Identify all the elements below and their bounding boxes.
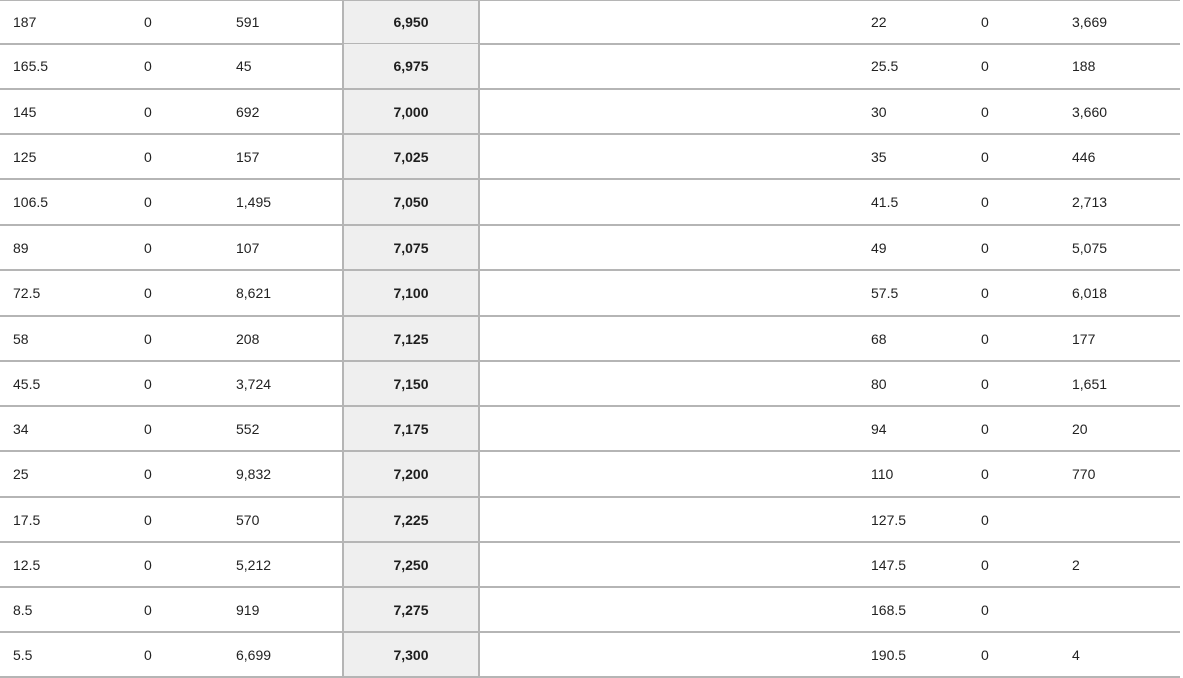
strike-price: 7,150 xyxy=(342,362,480,405)
call-change: 0 xyxy=(144,58,152,74)
call-last-price: 58 xyxy=(13,330,29,347)
option-chain-row[interactable] xyxy=(0,226,1180,271)
call-volume: 45 xyxy=(236,58,252,74)
put-last-price: 35 xyxy=(871,148,887,165)
strike-price: 7,025 xyxy=(342,135,480,178)
call-volume: 692 xyxy=(236,103,260,120)
call-volume: 552 xyxy=(236,420,260,437)
call-last-price: 17.5 xyxy=(13,511,41,528)
call-last-price: 12.5 xyxy=(13,556,41,573)
option-chain-row[interactable] xyxy=(0,317,1180,362)
put-last-price: 25.5 xyxy=(871,58,899,74)
strike-price: 6,975 xyxy=(342,44,480,88)
call-last-price: 34 xyxy=(13,420,29,437)
option-chain-row[interactable] xyxy=(0,633,1180,678)
call-change: 0 xyxy=(144,194,152,210)
option-chain-row[interactable] xyxy=(0,271,1180,317)
put-change: 0 xyxy=(981,58,989,74)
put-change: 0 xyxy=(981,330,989,347)
put-last-price: 22 xyxy=(871,14,887,30)
call-last-price: 5.5 xyxy=(13,646,33,663)
put-volume: 5,075 xyxy=(1072,239,1108,256)
put-change: 0 xyxy=(981,511,989,528)
call-change: 0 xyxy=(144,646,152,663)
put-volume: 2 xyxy=(1072,556,1080,573)
put-last-price: 41.5 xyxy=(871,194,899,210)
put-change: 0 xyxy=(981,239,989,256)
put-change: 0 xyxy=(981,466,989,482)
put-change: 0 xyxy=(981,375,989,392)
put-volume: 3,660 xyxy=(1072,103,1108,120)
strike-price: 7,175 xyxy=(342,407,480,450)
strike-price: 7,100 xyxy=(342,271,480,315)
put-last-price: 68 xyxy=(871,330,887,347)
put-volume: 2,713 xyxy=(1072,194,1108,210)
call-volume: 8,621 xyxy=(236,285,272,301)
call-last-price: 106.5 xyxy=(13,194,49,210)
put-volume: 20 xyxy=(1072,420,1088,437)
put-change: 0 xyxy=(981,194,989,210)
call-change: 0 xyxy=(144,375,152,392)
call-change: 0 xyxy=(144,103,152,120)
put-change: 0 xyxy=(981,148,989,165)
call-volume: 107 xyxy=(236,239,260,256)
put-last-price: 110 xyxy=(871,466,894,482)
strike-price: 7,050 xyxy=(342,180,480,224)
option-chain-row[interactable] xyxy=(0,452,1180,498)
option-chain-row[interactable] xyxy=(0,90,1180,135)
call-change: 0 xyxy=(144,556,152,573)
put-last-price: 168.5 xyxy=(871,601,907,618)
call-change: 0 xyxy=(144,14,152,30)
put-volume: 177 xyxy=(1072,330,1096,347)
put-last-price: 49 xyxy=(871,239,887,256)
call-change: 0 xyxy=(144,466,152,482)
put-last-price: 127.5 xyxy=(871,511,907,528)
option-chain-row[interactable] xyxy=(0,180,1180,226)
option-chain-row[interactable] xyxy=(0,588,1180,633)
call-change: 0 xyxy=(144,285,152,301)
strike-price: 7,125 xyxy=(342,317,480,360)
put-last-price: 80 xyxy=(871,375,887,392)
put-volume: 3,669 xyxy=(1072,14,1108,30)
call-last-price: 8.5 xyxy=(13,601,33,618)
call-volume: 208 xyxy=(236,330,260,347)
option-chain-row[interactable] xyxy=(0,44,1180,90)
strike-price: 7,225 xyxy=(342,498,480,541)
strike-price: 7,200 xyxy=(342,452,480,496)
call-volume: 919 xyxy=(236,601,260,618)
strike-price: 6,950 xyxy=(342,1,480,43)
option-chain-row[interactable] xyxy=(0,135,1180,180)
call-change: 0 xyxy=(144,330,152,347)
call-volume: 591 xyxy=(236,14,260,30)
put-change: 0 xyxy=(981,556,989,573)
call-volume: 3,724 xyxy=(236,375,272,392)
call-volume: 5,212 xyxy=(236,556,272,573)
call-change: 0 xyxy=(144,511,152,528)
put-last-price: 147.5 xyxy=(871,556,907,573)
put-last-price: 30 xyxy=(871,103,887,120)
call-volume: 6,699 xyxy=(236,646,272,663)
call-last-price: 72.5 xyxy=(13,285,41,301)
strike-price: 7,250 xyxy=(342,543,480,586)
call-last-price: 187 xyxy=(13,14,37,30)
strike-price: 7,075 xyxy=(342,226,480,269)
option-chain-row[interactable] xyxy=(0,498,1180,543)
put-change: 0 xyxy=(981,601,989,618)
option-chain-row[interactable] xyxy=(0,0,1180,45)
put-volume: 6,018 xyxy=(1072,285,1108,301)
put-change: 0 xyxy=(981,285,989,301)
put-last-price: 190.5 xyxy=(871,646,907,663)
call-last-price: 165.5 xyxy=(13,58,49,74)
call-change: 0 xyxy=(144,148,152,165)
call-volume: 1,495 xyxy=(236,194,272,210)
call-change: 0 xyxy=(144,239,152,256)
option-chain-row[interactable] xyxy=(0,362,1180,407)
call-volume: 570 xyxy=(236,511,260,528)
put-volume: 1,651 xyxy=(1072,375,1108,392)
strike-price: 7,300 xyxy=(342,633,480,676)
put-change: 0 xyxy=(981,14,989,30)
call-volume: 9,832 xyxy=(236,466,272,482)
put-volume: 446 xyxy=(1072,148,1096,165)
call-volume: 157 xyxy=(236,148,260,165)
option-chain-row[interactable] xyxy=(0,543,1180,588)
option-chain-row[interactable] xyxy=(0,407,1180,452)
strike-price: 7,275 xyxy=(342,588,480,631)
call-last-price: 45.5 xyxy=(13,375,41,392)
put-last-price: 94 xyxy=(871,420,887,437)
call-change: 0 xyxy=(144,601,152,618)
call-last-price: 145 xyxy=(13,103,37,120)
put-change: 0 xyxy=(981,103,989,120)
strike-price: 7,000 xyxy=(342,90,480,133)
call-last-price: 25 xyxy=(13,466,29,482)
put-volume: 4 xyxy=(1072,646,1080,663)
put-last-price: 57.5 xyxy=(871,285,899,301)
put-volume: 188 xyxy=(1072,58,1096,74)
put-volume: 770 xyxy=(1072,466,1096,482)
call-last-price: 89 xyxy=(13,239,29,256)
call-last-price: 125 xyxy=(13,148,37,165)
put-change: 0 xyxy=(981,646,989,663)
put-change: 0 xyxy=(981,420,989,437)
call-change: 0 xyxy=(144,420,152,437)
